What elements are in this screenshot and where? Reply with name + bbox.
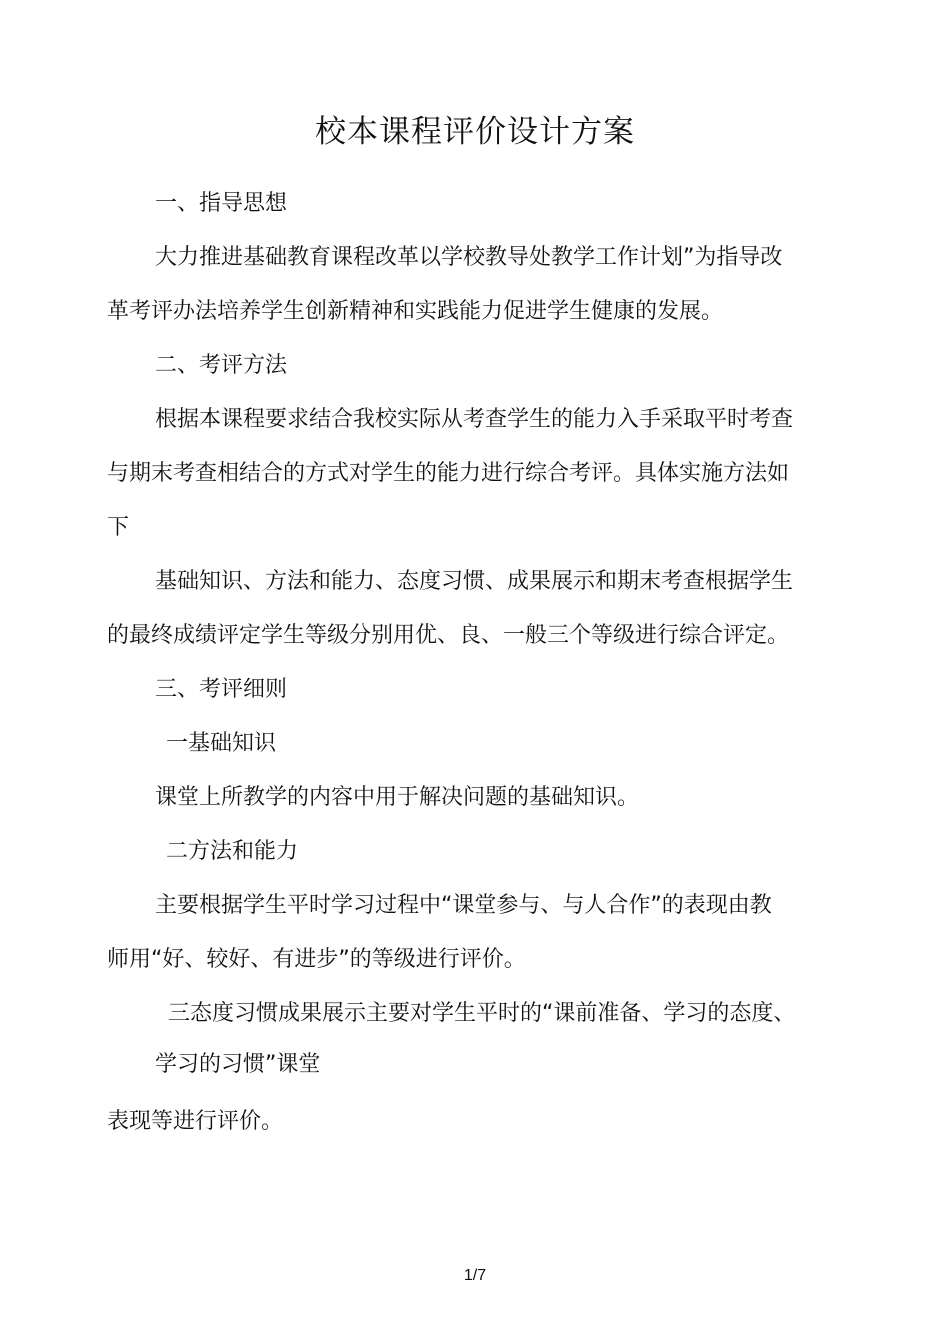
paragraph-line: 革考评办法培养学生创新精神和实践能力促进学生健康的发展。: [107, 299, 724, 324]
section-heading-evaluation-rules: 三、考评细则: [155, 677, 288, 702]
paragraph-line: 三态度习惯成果展示主要对学生平时的“课前准备、学习的态度、: [168, 1001, 796, 1026]
paragraph-line: 与期末考查相结合的方式对学生的能力进行综合考评。具体实施方法如: [107, 461, 790, 486]
section-heading-guiding-ideology: 一、指导思想: [155, 191, 288, 216]
subsection-heading-methods-ability: 二方法和能力: [166, 839, 299, 864]
paragraph-line: 根据本课程要求结合我校实际从考查学生的能力入手采取平时考查: [155, 407, 794, 432]
paragraph-line: 基础知识、方法和能力、态度习惯、成果展示和期末考查根据学生: [155, 569, 794, 594]
document-title: 校本课程评价设计方案: [315, 114, 635, 150]
section-heading-evaluation-method: 二、考评方法: [155, 353, 288, 378]
paragraph-line: 学习的习惯”课堂: [155, 1052, 321, 1077]
paragraph-line: 的最终成绩评定学生等级分别用优、良、一般三个等级进行综合评定。: [107, 623, 790, 648]
subsection-heading-basic-knowledge: 一基础知识: [166, 731, 277, 756]
paragraph-line: 表现等进行评价。: [107, 1109, 284, 1134]
page-number: 1/7: [463, 1267, 487, 1284]
paragraph-line: 下: [107, 515, 130, 540]
paragraph-line: 大力推进基础教育课程改革以学校教导处教学工作计划”为指导改: [155, 245, 783, 270]
paragraph-line: 主要根据学生平时学习过程中“课堂参与、与人合作”的表现由教: [155, 893, 772, 918]
paragraph-line: 课堂上所教学的内容中用于解决问题的基础知识。: [155, 785, 640, 810]
paragraph-line: 师用“好、较好、有进步”的等级进行评价。: [107, 947, 526, 972]
